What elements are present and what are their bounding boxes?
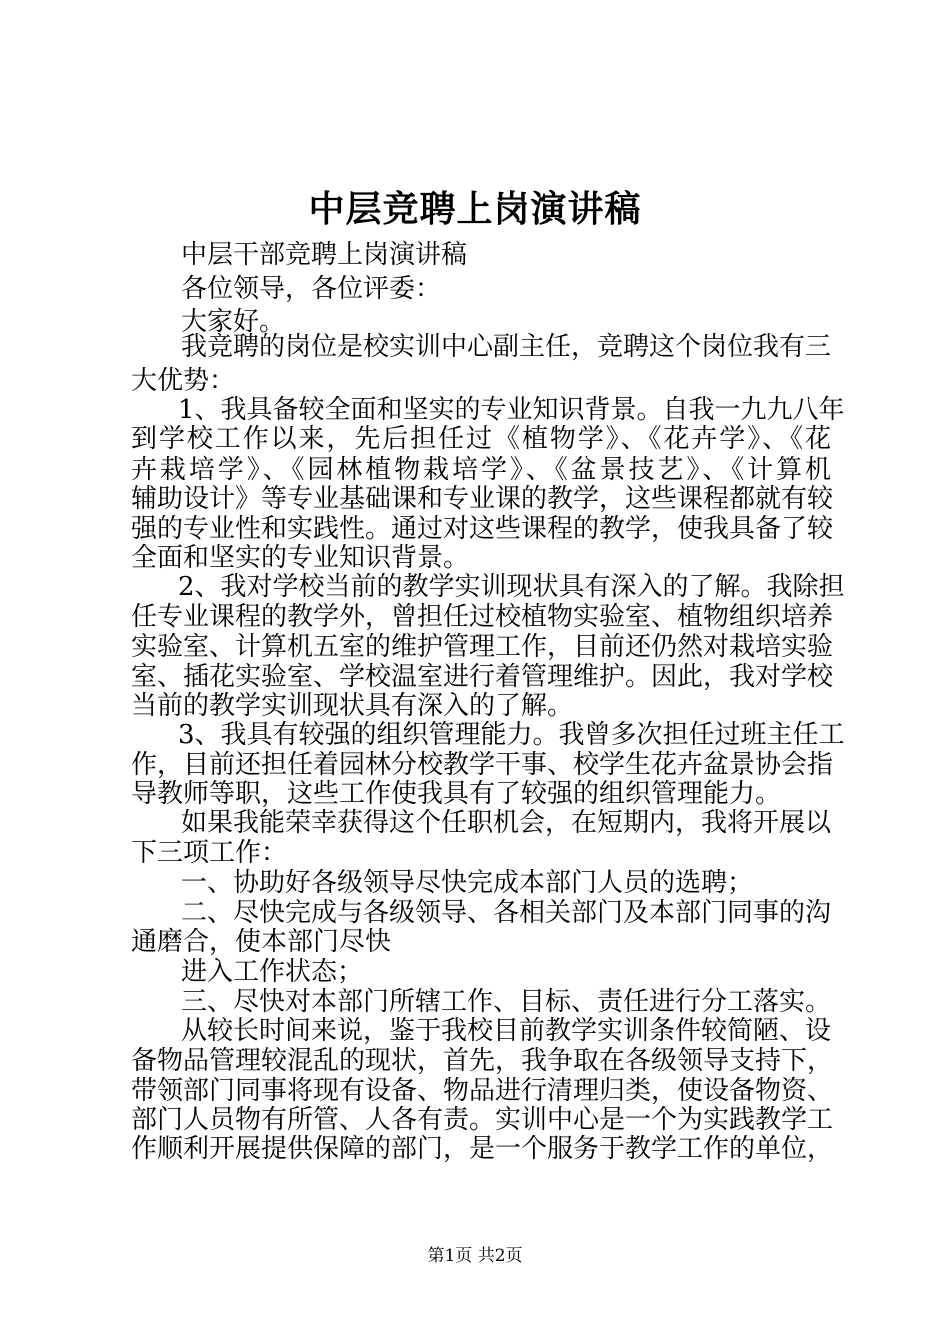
text-line: 2、我对学校当前的教学实训现状具有深入的了解。我除担 (178, 572, 845, 602)
text-line: 中层干部竞聘上岗演讲稿 (181, 240, 468, 270)
text-line: 备物品管理较混乱的现状，首先，我争取在各级领导支持下， (131, 1046, 834, 1076)
text-line: 部门人员物有所管、人各有责。实训中心是一个为实践教学工 (131, 1105, 834, 1135)
text-line: 作顺利开展提供保障的部门，是一个服务于教学工作的单位， (131, 1134, 834, 1164)
text-line: 3、我具有较强的组织管理能力。我曾多次担任过班主任工 (178, 720, 845, 750)
page-number-footer: 第1页 共2页 (427, 1246, 523, 1266)
text-line: 进入工作状态； (181, 957, 364, 987)
text-line: 大家好。 (181, 307, 286, 337)
text-line: 室、插花实验室、学校温室进行着管理维护。因此，我对学校 (131, 662, 834, 692)
text-line: 从较长时间来说，鉴于我校目前教学实训条件较简陋、设 (181, 1016, 832, 1046)
text-line: 任专业课程的教学外，曾担任过校植物实验室、植物组织培养 (131, 602, 834, 632)
text-line: 强的专业性和实践性。通过对这些课程的教学，使我具备了较 (131, 514, 834, 544)
text-line: 卉栽培学》、《园林植物栽培学》、《盆景技艺》、《计算机 (131, 455, 831, 485)
text-line: 各位领导，各位评委： (181, 274, 442, 304)
document-title: 中层竞聘上岗演讲稿 (308, 188, 642, 230)
text-line: 带领部门同事将现有设备、物品进行清理归类，使设备物资、 (131, 1076, 834, 1106)
text-line: 三、尽快对本部门所辖工作、目标、责任进行分工落实。 (181, 987, 832, 1017)
text-line: 导教师等职，这些工作使我具有了较强的组织管理能力。 (131, 779, 782, 809)
text-line: 如果我能荣幸获得这个任职机会，在短期内，我将开展以 (181, 808, 832, 838)
text-line: 大优势： (131, 366, 236, 396)
text-line: 作，目前还担任着园林分校教学干事、校学生花卉盆景协会指 (131, 750, 834, 780)
text-line: 二、尽快完成与各级领导、各相关部门及本部门同事的沟 (181, 898, 832, 928)
text-line: 我竞聘的岗位是校实训中心副主任，竞聘这个岗位我有三 (181, 332, 832, 362)
text-line: 当前的教学实训现状具有深入的了解。 (131, 691, 574, 721)
text-line: 一、协助好各级领导尽快完成本部门人员的选聘； (181, 868, 754, 898)
text-line: 1、我具备较全面和坚实的专业知识背景。自我一九九八年 (178, 395, 845, 425)
text-line: 到学校工作以来，先后担任过《植物学》、《花卉学》、《花 (131, 424, 831, 454)
text-line: 全面和坚实的专业知识背景。 (131, 543, 470, 573)
text-line: 辅助设计》等专业基础课和专业课的教学，这些课程都就有较 (131, 484, 834, 514)
text-line: 实验室、计算机五室的维护管理工作，目前还仍然对栽培实验 (131, 632, 834, 662)
text-line: 下三项工作： (131, 838, 288, 868)
text-line: 通磨合，使本部门尽快 (131, 927, 392, 957)
